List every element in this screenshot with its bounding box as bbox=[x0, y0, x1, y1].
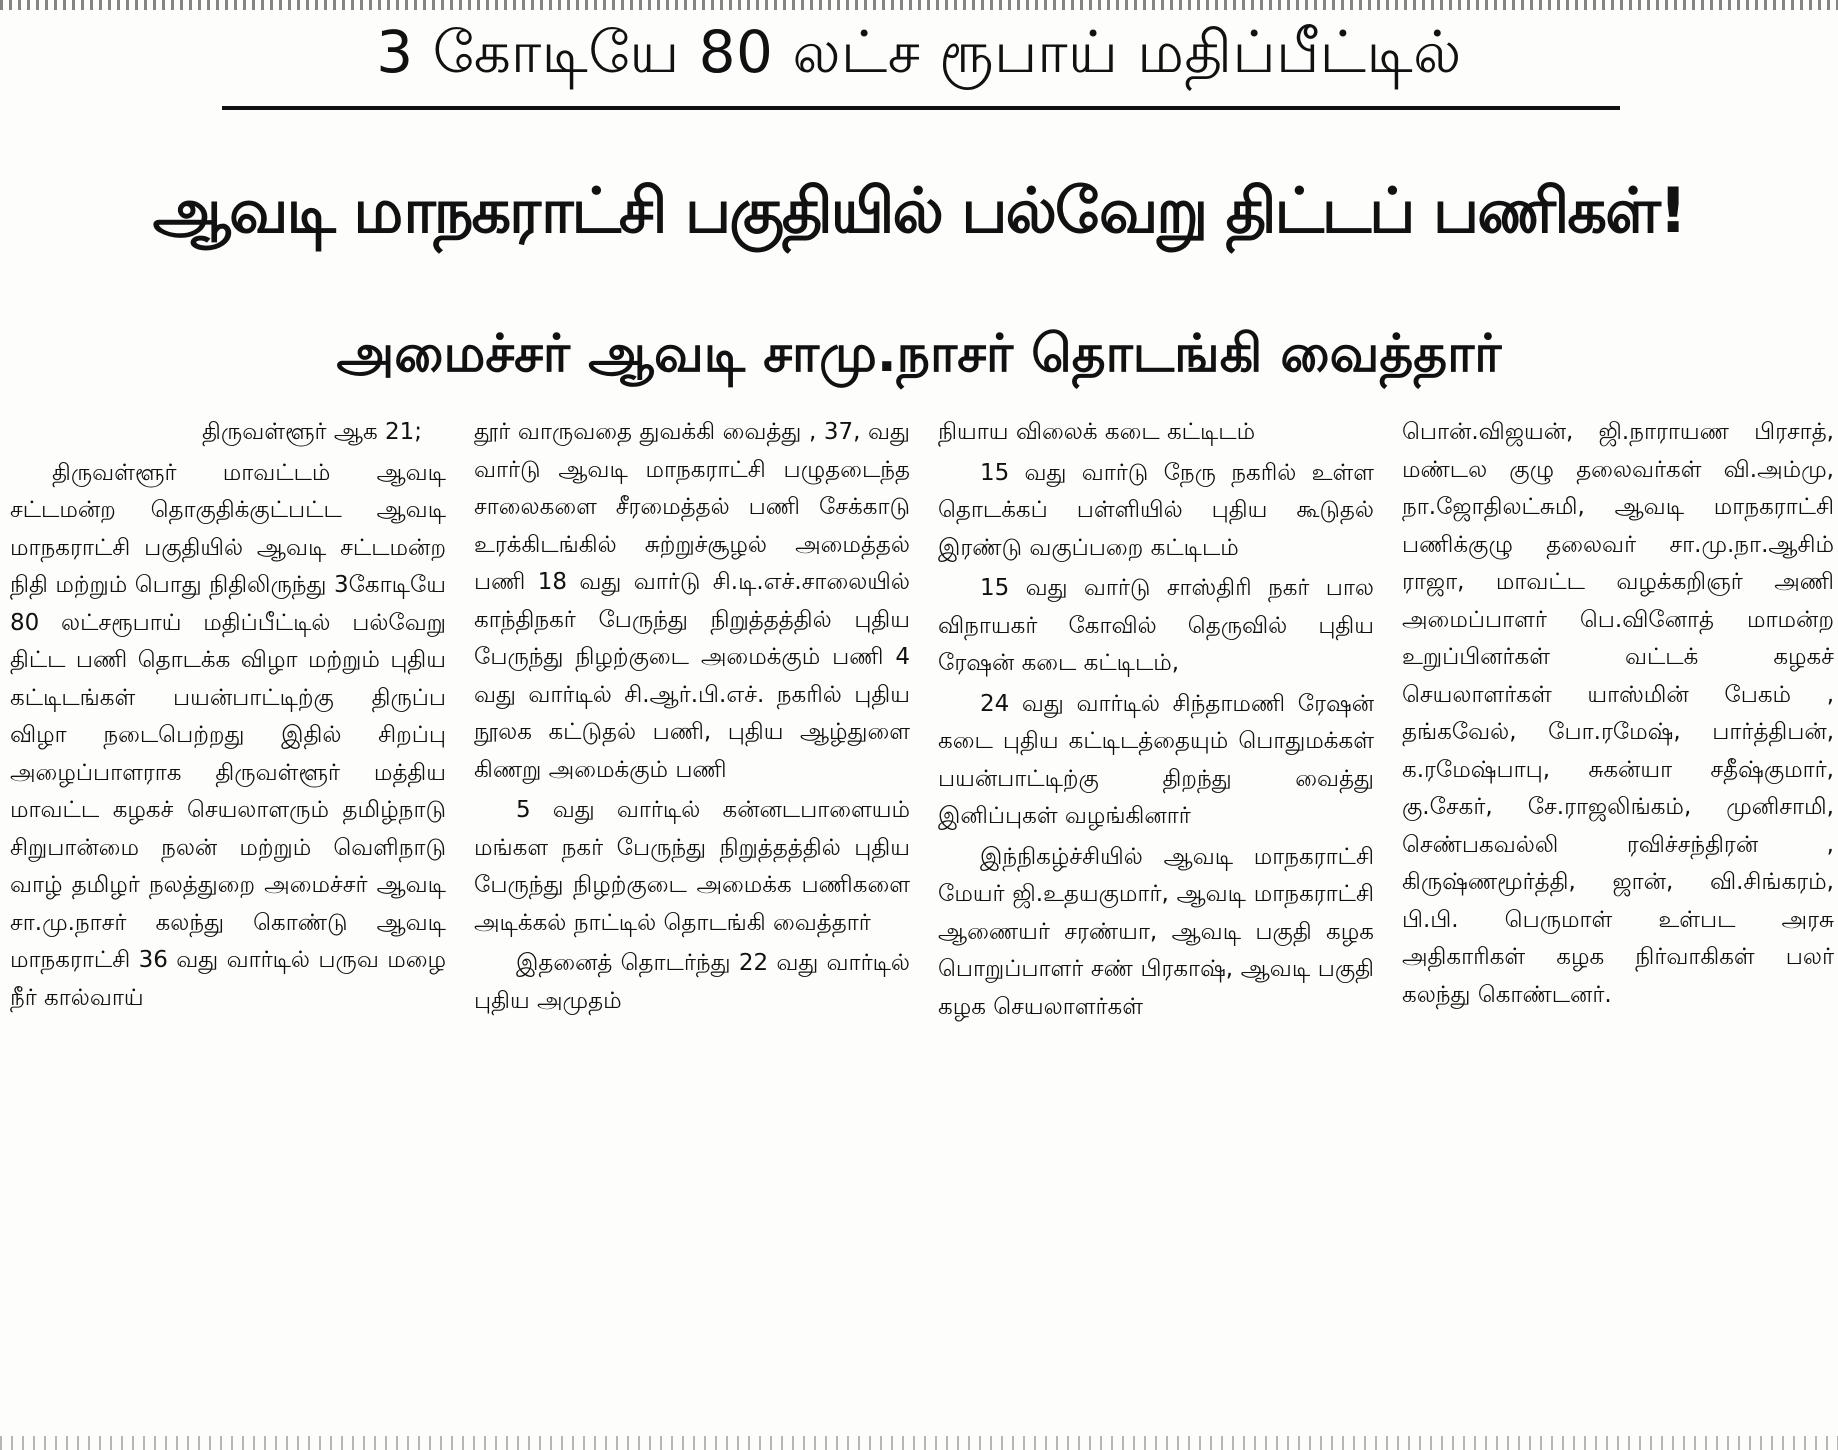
kicker-underline bbox=[222, 106, 1620, 110]
torn-bottom-edge bbox=[0, 1436, 1838, 1450]
sub-headline: அமைச்சர் ஆவடி சாமு.நாசர் தொடங்கி வைத்தார் bbox=[336, 324, 1502, 384]
column-2-paragraph-2: 5 வது வார்டில் கன்னடபாளையம் மங்கள நகர் பேருந்து நிறுத்தத்தில் புதிய பேருந்து நிழற்குடை அமைக்க பணிகளை அடிக்கல் நாட்டில் தொடங்கி வைத்தார் bbox=[474, 797, 910, 936]
column-2-paragraph-1: தூர் வாருவதை துவக்கி வைத்து , 37, வது வார்டு ஆவடி மாநகராட்சி பழுதடைந்த சாலைகளை சீரமைத்தல் பணி சேக்காடு உரக்கிடங்கில் சுற்றுச்சூழல் அமைத்தல் பணி 18 வது வார்டு சி.டி.எச்.சாலையில் காந்திநகர் பேருந்து நிறுத்தத்தில் புதிய பேருந்து நிழற்குடை அமைக்கும் பணி 4 வது வார்டில் சி.ஆர்.பி.எச். நகரில் புதிய நூலக கட்டுதல் பணி, புதிய ஆழ்துளை கிணறு அமைக்கும் பணி bbox=[474, 419, 910, 783]
column-3-paragraph-1: நியாய விலைக் கடை கட்டிடம் bbox=[938, 419, 1256, 445]
article-column-4 bbox=[1402, 414, 1834, 1014]
article-column-2 bbox=[474, 414, 910, 1020]
column-3-paragraph-3: 15 வது வார்டு சாஸ்திரி நகர் பால விநாயகர் கோவில் தெருவில் புதிய ரேஷன் கடை கட்டிடம், bbox=[938, 575, 1374, 676]
article-column-3 bbox=[938, 414, 1374, 1026]
column-2-paragraph-3: இதனைத் தொடர்ந்து 22 வது வார்டில் புதிய அமுதம் bbox=[474, 950, 910, 1014]
column-3-paragraph-5: இந்நிகழ்ச்சியில் ஆவடி மாநகராட்சி மேயர் ஜி.உதயகுமார், ஆவடி மாநகராட்சி ஆணையர் சரண்யா, ஆவடி பகுதி கழக பொறுப்பாளர் சண் பிரகாஷ், ஆவடி பகுதி கழக செயலாளர்கள் bbox=[938, 843, 1374, 1020]
column-1-paragraph-1: திருவள்ளூர் மாவட்டம் ஆவடி சட்டமன்ற தொகுதிக்குட்பட்ட ஆவடி மாநகராட்சி பகுதியில் ஆவடி சட்டமன்ற நிதி மற்றும் பொது நிதிலிருந்து 3கோடியே 80 லட்சரூபாய் மதிப்பீட்டில் பல்வேறு திட்ட பணி தொடக்க விழா மற்றும் புதிய கட்டிடங்கள் பயன்பாட்டிற்கு திருப்ப விழா நடைபெற்றது இதில் சிறப்பு அழைப்பாளராக திருவள்ளூர் மத்திய மாவட்ட கழகச் செயலாளரும் தமிழ்நாடு சிறுபான்மை நலன் மற்றும் வெளிநாடு வாழ் தமிழர் நலத்துறை அமைச்சர் ஆவடி சா.மு.நாசர் கலந்து கொண்டு ஆவடி மாநகராட்சி 36 வது வார்டில் பருவ மழை நீர் கால்வாய் bbox=[10, 459, 446, 1011]
column-3-paragraph-2: 15 வது வார்டு நேரு நகரில் உள்ள தொடக்கப் பள்ளியில் புதிய கூடுதல் இரண்டு வகுப்பறை கட்டிடம் bbox=[938, 459, 1374, 561]
main-headline: ஆவடி மாநகராட்சி பகுதியில் பல்வேறு திட்டப் பணிகள்! bbox=[152, 174, 1686, 247]
column-3-paragraph-4: 24 வது வார்டில் சிந்தாமணி ரேஷன் கடை புதிய கட்டிடத்தையும் பொதுமக்கள் பயன்பாட்டிற்கு திறந்து வைத்து இனிப்புகள் வழங்கினார் bbox=[938, 690, 1374, 829]
torn-top-edge bbox=[0, 0, 1838, 10]
kicker-headline: 3 கோடியே 80 லட்ச ரூபாய் மதிப்பீட்டில் bbox=[376, 18, 1462, 86]
article-column-1 bbox=[10, 414, 446, 1017]
dateline: திருவள்ளூர் ஆக 21; bbox=[202, 419, 422, 445]
column-4-paragraph-1: பொன்.விஜயன், ஜி.நாராயண பிரசாத், மண்டல குழு தலைவர்கள் வி.அம்மு, நா.ஜோதிலட்சுமி, ஆவடி மாநகராட்சி பணிக்குழு தலைவர் சா.மு.நா.ஆசிம் ராஜா, மாவட்ட வழக்கறிஞர் அணி அமைப்பாளர் பெ.வினோத் மாமன்ற உறுப்பினர்கள் வட்டக் கழகச் செயலாளர்கள் யாஸ்மின் பேகம் , தங்கவேல், போ.ரமேஷ், பார்த்திபன், க.ரமேஷ்பாபு, சுகன்யா சதீஷ்குமார், கு.சேகர், சே.ராஜலிங்கம், முனிசாமி, செண்பகவல்லி ரவிச்சந்திரன் , கிருஷ்ணமூர்த்தி, ஜான், வி.சிங்கரம், பி.பி. பெருமாள் உள்பட அரசு அதிகாரிகள் கழக நிர்வாகிகள் பலர் கலந்து கொண்டனர். bbox=[1402, 419, 1834, 1008]
